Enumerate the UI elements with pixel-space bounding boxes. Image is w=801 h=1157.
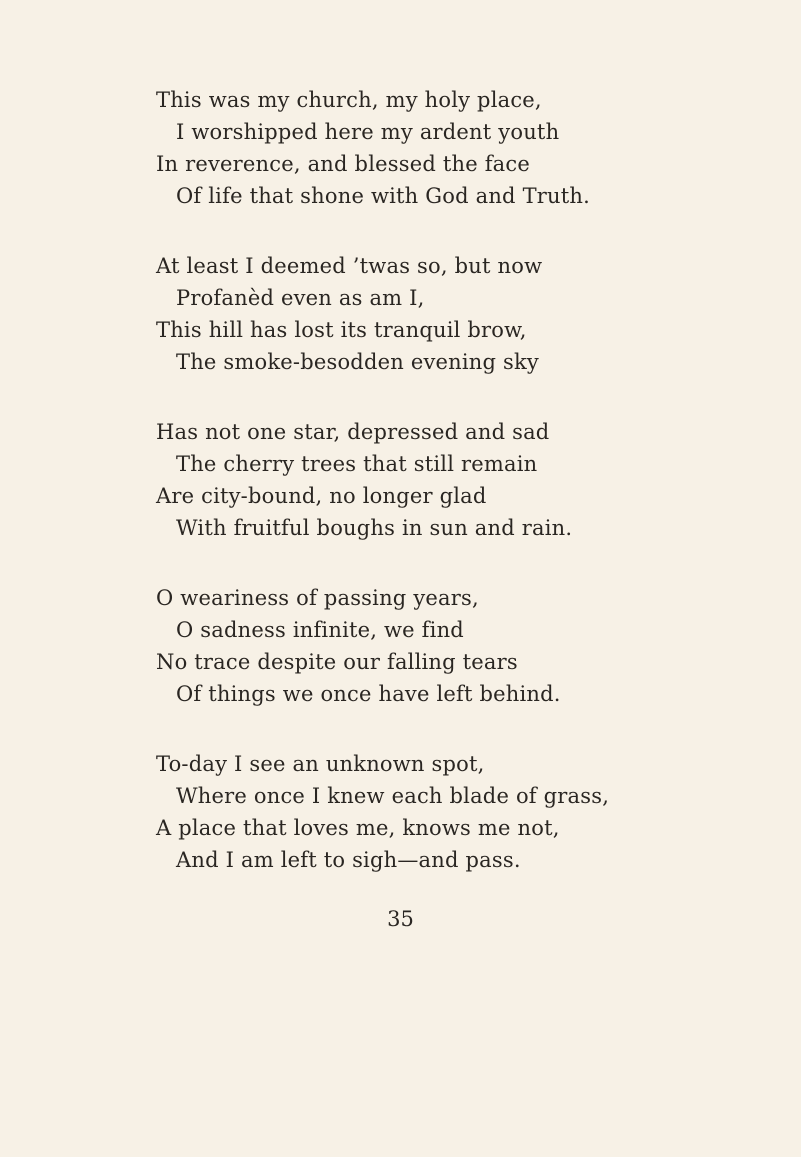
poem xyxy=(156,84,776,914)
poem-line: I worshipped here my ardent youth xyxy=(176,120,560,144)
poem-line: And I am left to sigh—and pass. xyxy=(176,848,521,872)
poem-line: This was my church, my holy place, xyxy=(156,88,542,112)
poem-line: In reverence, and blessed the face xyxy=(156,152,530,176)
poem-line: O sadness infinite, we find xyxy=(176,618,464,642)
poem-line: Are city-bound, no longer glad xyxy=(156,484,487,508)
page-number: 35 xyxy=(387,907,414,931)
poem-line: Where once I knew each blade of grass, xyxy=(176,784,610,808)
poem-line: This hill has lost its tranquil brow, xyxy=(156,318,527,342)
poem-line: A place that loves me, knows me not, xyxy=(156,816,560,840)
poem-line: At least I deemed ’twas so, but now xyxy=(156,254,543,278)
poem-line: To-day I see an unknown spot, xyxy=(156,752,485,776)
poem-line: The cherry trees that still remain xyxy=(176,452,538,476)
poem-line: Of things we once have left behind. xyxy=(176,682,561,706)
poem-line: Profanèd even as am I, xyxy=(176,286,425,310)
poem-line: Of life that shone with God and Truth. xyxy=(176,184,590,208)
poem-line: The smoke-besodden evening sky xyxy=(176,350,539,374)
stanza-1 xyxy=(156,84,776,212)
poem-line: O weariness of passing years, xyxy=(156,586,479,610)
poem-line: No trace despite our falling tears xyxy=(156,650,518,674)
stanza-4 xyxy=(156,582,776,710)
poem-line: Has not one star, depressed and sad xyxy=(156,420,550,444)
stanza-5 xyxy=(156,748,776,876)
poem-line: With fruitful boughs in sun and rain. xyxy=(176,516,573,540)
stanza-2 xyxy=(156,250,776,378)
stanza-3 xyxy=(156,416,776,544)
